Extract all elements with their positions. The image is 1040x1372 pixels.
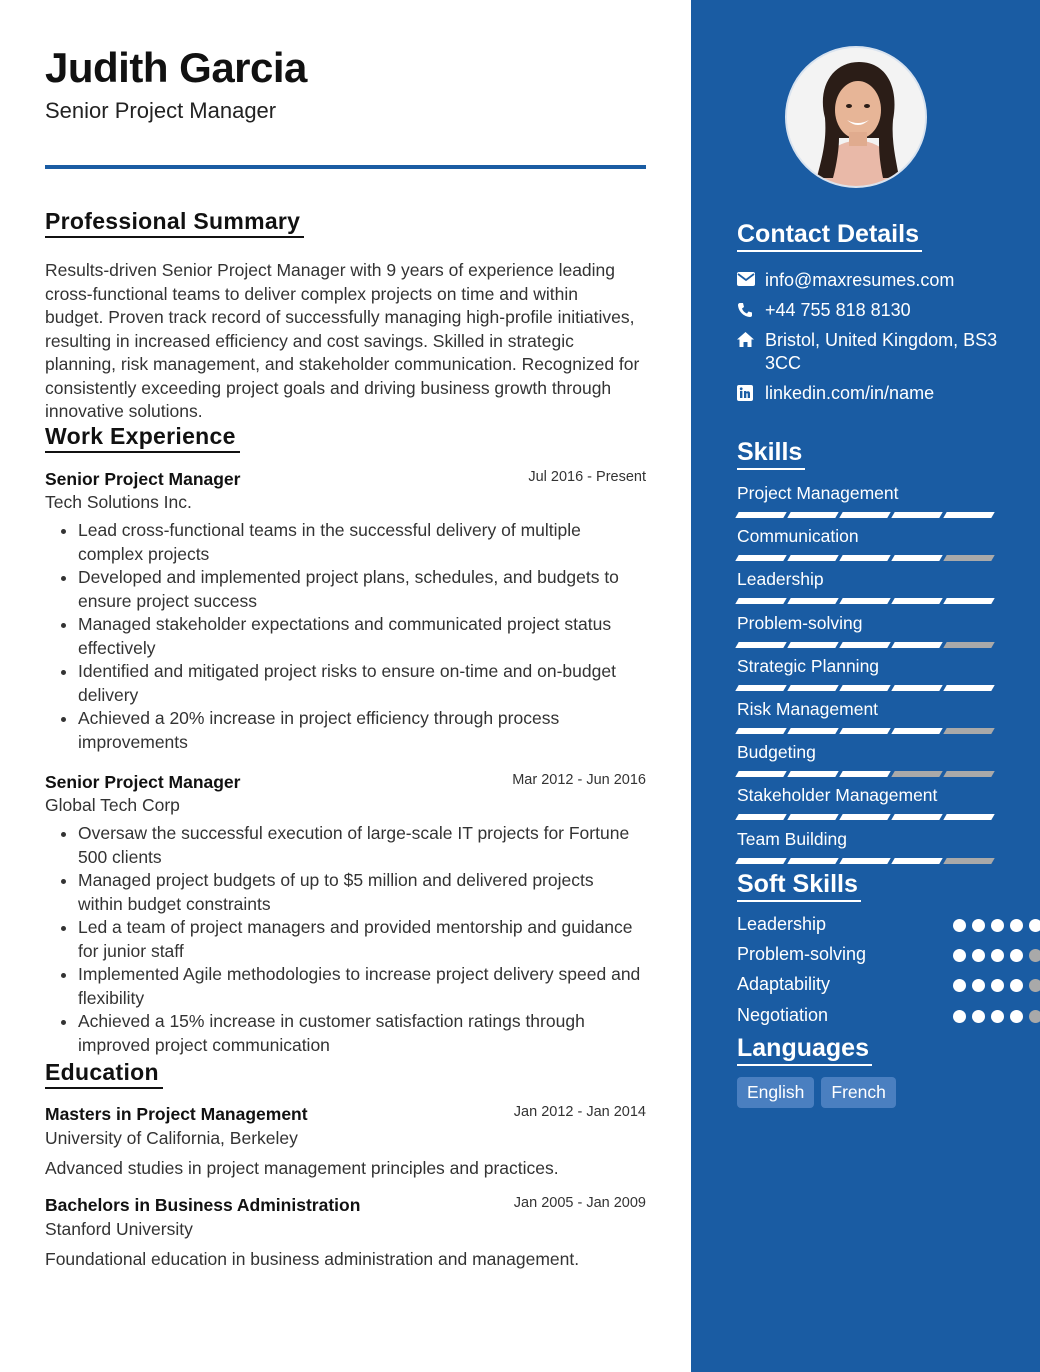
degree: Bachelors in Business Administration — [45, 1195, 361, 1215]
job-bullet: • Lead cross-functional teams in the successful delivery of multiple complex projects — [78, 519, 643, 566]
skill-item — [737, 526, 993, 547]
skill-level-segment — [735, 512, 786, 518]
soft-skill-item — [737, 974, 987, 995]
candidate-name: Judith Garcia — [45, 44, 307, 91]
skill-label: Communication — [737, 526, 859, 547]
job-bullet: • Achieved a 20% increase in project efficiency through process improvements — [78, 707, 643, 754]
skill-item — [737, 613, 993, 634]
job-company: Tech Solutions Inc. — [45, 492, 192, 512]
skill-level-segment — [787, 555, 838, 561]
email-text: info@maxresumes.com — [765, 270, 955, 290]
job-bullet: • Led a team of project managers and provided mentorship and guidance for junior staff — [78, 916, 643, 963]
soft-skill-label: Leadership — [737, 914, 827, 934]
skill-level-segment — [891, 814, 942, 820]
soft-skill-label: Adaptability — [737, 974, 831, 994]
skill-level-segment — [839, 598, 890, 604]
profile-photo — [785, 46, 927, 188]
soft-skill-rating — [953, 979, 1040, 992]
degree: Masters in Project Management — [45, 1104, 308, 1124]
job-bullet: • Achieved a 15% increase in customer satisfaction ratings through improved project communication — [78, 1010, 643, 1057]
contact-phone[interactable] — [737, 299, 1007, 322]
skill-level-segment — [839, 814, 890, 820]
contact-address — [737, 329, 1007, 375]
skill-level-segment — [735, 642, 786, 648]
phone-icon — [737, 299, 765, 322]
skill-label: Team Building — [737, 828, 847, 849]
soft-skill-item — [737, 914, 987, 935]
skill-level-segment — [891, 728, 942, 734]
experience-heading: Work Experience — [45, 423, 240, 453]
education-desc: Advanced studies in project management principles and practices. — [45, 1158, 559, 1178]
skill-level-segment — [839, 771, 890, 777]
soft-skill-rating — [953, 949, 1040, 962]
skill-level-segment — [839, 858, 890, 864]
skill-item — [737, 569, 993, 590]
job-bullet: • Managed stakeholder expectations and communicated project status effectively — [78, 613, 643, 660]
skill-item — [737, 483, 993, 504]
languages-heading: Languages — [737, 1034, 872, 1066]
skill-level-segment — [735, 555, 786, 561]
linkedin-icon — [737, 382, 765, 405]
job-bullet: • Identified and mitigated project risks to ensure on-time and on-budget delivery — [78, 660, 643, 707]
job-company: Global Tech Corp — [45, 795, 180, 815]
job-bullet: • Oversaw the successful execution of large-scale IT projects for Fortune 500 clients — [78, 822, 643, 869]
skill-level-segment — [735, 814, 786, 820]
skill-level-bar — [737, 555, 993, 561]
address-text: Bristol, United Kingdom, BS3 3CC — [765, 330, 998, 373]
skill-level-segment — [787, 642, 838, 648]
skill-level-segment — [943, 598, 994, 604]
skill-level-bar — [737, 858, 993, 864]
soft-skill-item — [737, 1005, 987, 1026]
home-icon — [737, 329, 765, 375]
skill-label: Problem-solving — [737, 612, 863, 633]
job-title: Senior Project Manager — [45, 772, 241, 792]
skill-level-segment — [735, 771, 786, 777]
skill-level-bar — [737, 771, 993, 777]
soft-skill-label: Negotiation — [737, 1005, 829, 1025]
header-divider — [45, 165, 646, 169]
skill-level-segment — [839, 685, 890, 691]
skill-item — [737, 829, 993, 850]
job-bullet: • Managed project budgets of up to $5 million and delivered projects within budget constraints — [78, 869, 643, 916]
rating-dot — [1029, 979, 1040, 992]
skill-label: Stakeholder Management — [737, 785, 938, 806]
rating-dot — [953, 1010, 966, 1023]
rating-dot — [972, 949, 985, 962]
rating-dot — [1029, 919, 1040, 932]
skill-level-bar — [737, 642, 993, 648]
skill-level-segment — [839, 642, 890, 648]
phone-text: +44 755 818 8130 — [765, 300, 911, 320]
skill-level-segment — [787, 685, 838, 691]
contact-linkedin[interactable] — [737, 382, 1007, 405]
education-dates: Jan 2005 - Jan 2009 — [513, 1195, 646, 1211]
skill-level-segment — [943, 685, 994, 691]
job-bullets — [78, 822, 643, 1057]
soft-skill-rating — [953, 919, 1040, 932]
skill-level-segment — [943, 512, 994, 518]
skill-level-segment — [839, 512, 890, 518]
skill-level-segment — [891, 555, 942, 561]
education-dates: Jan 2012 - Jan 2014 — [513, 1104, 646, 1120]
school: Stanford University — [45, 1219, 193, 1239]
skill-level-segment — [735, 858, 786, 864]
skill-level-segment — [839, 555, 890, 561]
rating-dot — [1010, 949, 1023, 962]
skill-level-bar — [737, 814, 993, 820]
skill-item — [737, 699, 993, 720]
skill-level-segment — [943, 858, 994, 864]
skill-level-segment — [787, 512, 838, 518]
education-desc: Foundational education in business administration and management. — [45, 1249, 580, 1269]
rating-dot — [991, 949, 1004, 962]
skill-level-bar — [737, 728, 993, 734]
skill-item — [737, 656, 993, 677]
skill-level-segment — [787, 728, 838, 734]
skill-label: Risk Management — [737, 699, 879, 719]
skill-level-bar — [737, 512, 993, 518]
rating-dot — [972, 979, 985, 992]
skill-level-bar — [737, 598, 993, 604]
rating-dot — [1010, 1010, 1023, 1023]
soft-skill-label: Problem-solving — [737, 944, 867, 964]
rating-dot — [972, 919, 985, 932]
rating-dot — [991, 1010, 1004, 1023]
skill-level-segment — [839, 728, 890, 734]
skill-label: Leadership — [737, 569, 824, 590]
linkedin-text: linkedin.com/in/name — [765, 383, 935, 403]
skill-label: Budgeting — [737, 742, 816, 763]
job-title: Senior Project Manager — [45, 469, 241, 489]
job-dates: Jul 2016 - Present — [528, 469, 646, 485]
skill-level-segment — [787, 858, 838, 864]
rating-dot — [1010, 979, 1023, 992]
skill-level-segment — [891, 642, 942, 648]
soft-skills-heading: Soft Skills — [737, 870, 861, 902]
skill-level-segment — [735, 728, 786, 734]
school: University of California, Berkeley — [45, 1128, 298, 1148]
rating-dot — [991, 979, 1004, 992]
skill-level-segment — [891, 858, 942, 864]
rating-dot — [1029, 949, 1040, 962]
skill-label: Strategic Planning — [737, 655, 880, 676]
languages-list — [737, 1077, 896, 1108]
skill-item — [737, 785, 993, 806]
skill-label: Project Management — [737, 483, 899, 503]
skill-item — [737, 742, 993, 763]
skills-heading: Skills — [737, 438, 805, 470]
skill-level-segment — [891, 685, 942, 691]
rating-dot — [953, 919, 966, 932]
envelope-icon — [737, 269, 765, 292]
skill-level-segment — [787, 598, 838, 604]
rating-dot — [1029, 1010, 1040, 1023]
soft-skill-item — [737, 944, 987, 965]
skill-level-segment — [787, 814, 838, 820]
language-tag: French — [821, 1077, 895, 1108]
skill-level-segment — [943, 771, 994, 777]
sidebar — [691, 0, 1040, 1372]
skill-level-segment — [735, 685, 786, 691]
skill-level-segment — [891, 771, 942, 777]
rating-dot — [953, 949, 966, 962]
job-dates: Mar 2012 - Jun 2016 — [512, 772, 646, 788]
skill-level-bar — [737, 685, 993, 691]
language-tag: English — [737, 1077, 814, 1108]
contact-email[interactable] — [737, 269, 1007, 292]
soft-skill-rating — [953, 1010, 1040, 1023]
rating-dot — [991, 919, 1004, 932]
skill-level-segment — [943, 642, 994, 648]
profile-photo-illustration — [787, 48, 927, 188]
job-bullets — [78, 519, 643, 754]
skill-level-segment — [787, 771, 838, 777]
skill-level-segment — [735, 598, 786, 604]
education-heading: Education — [45, 1059, 163, 1089]
summary-text: Results-driven Senior Project Manager with 9 years of experience leading cross-functional teams to deliver complex projects on time and within budget. Proven track record of successfully managing high-profile initiatives, resulting in increased efficiency and cost savings. Skilled in strategic planning, risk management, and stakeholder communication. Recognized for consistently exceeding project goals and driving business growth through innovative solutions. — [45, 260, 640, 421]
rating-dot — [1010, 919, 1023, 932]
skill-level-segment — [891, 512, 942, 518]
skill-level-segment — [891, 598, 942, 604]
skill-level-segment — [943, 814, 994, 820]
contact-heading: Contact Details — [737, 220, 922, 252]
rating-dot — [972, 1010, 985, 1023]
summary-heading: Professional Summary — [45, 208, 304, 238]
job-bullet: • Developed and implemented project plans, schedules, and budgets to ensure project success — [78, 566, 643, 613]
rating-dot — [953, 979, 966, 992]
skill-level-segment — [943, 728, 994, 734]
job-bullet: • Implemented Agile methodologies to increase project delivery speed and flexibility — [78, 963, 643, 1010]
candidate-title: Senior Project Manager — [45, 98, 277, 123]
skill-level-segment — [943, 555, 994, 561]
